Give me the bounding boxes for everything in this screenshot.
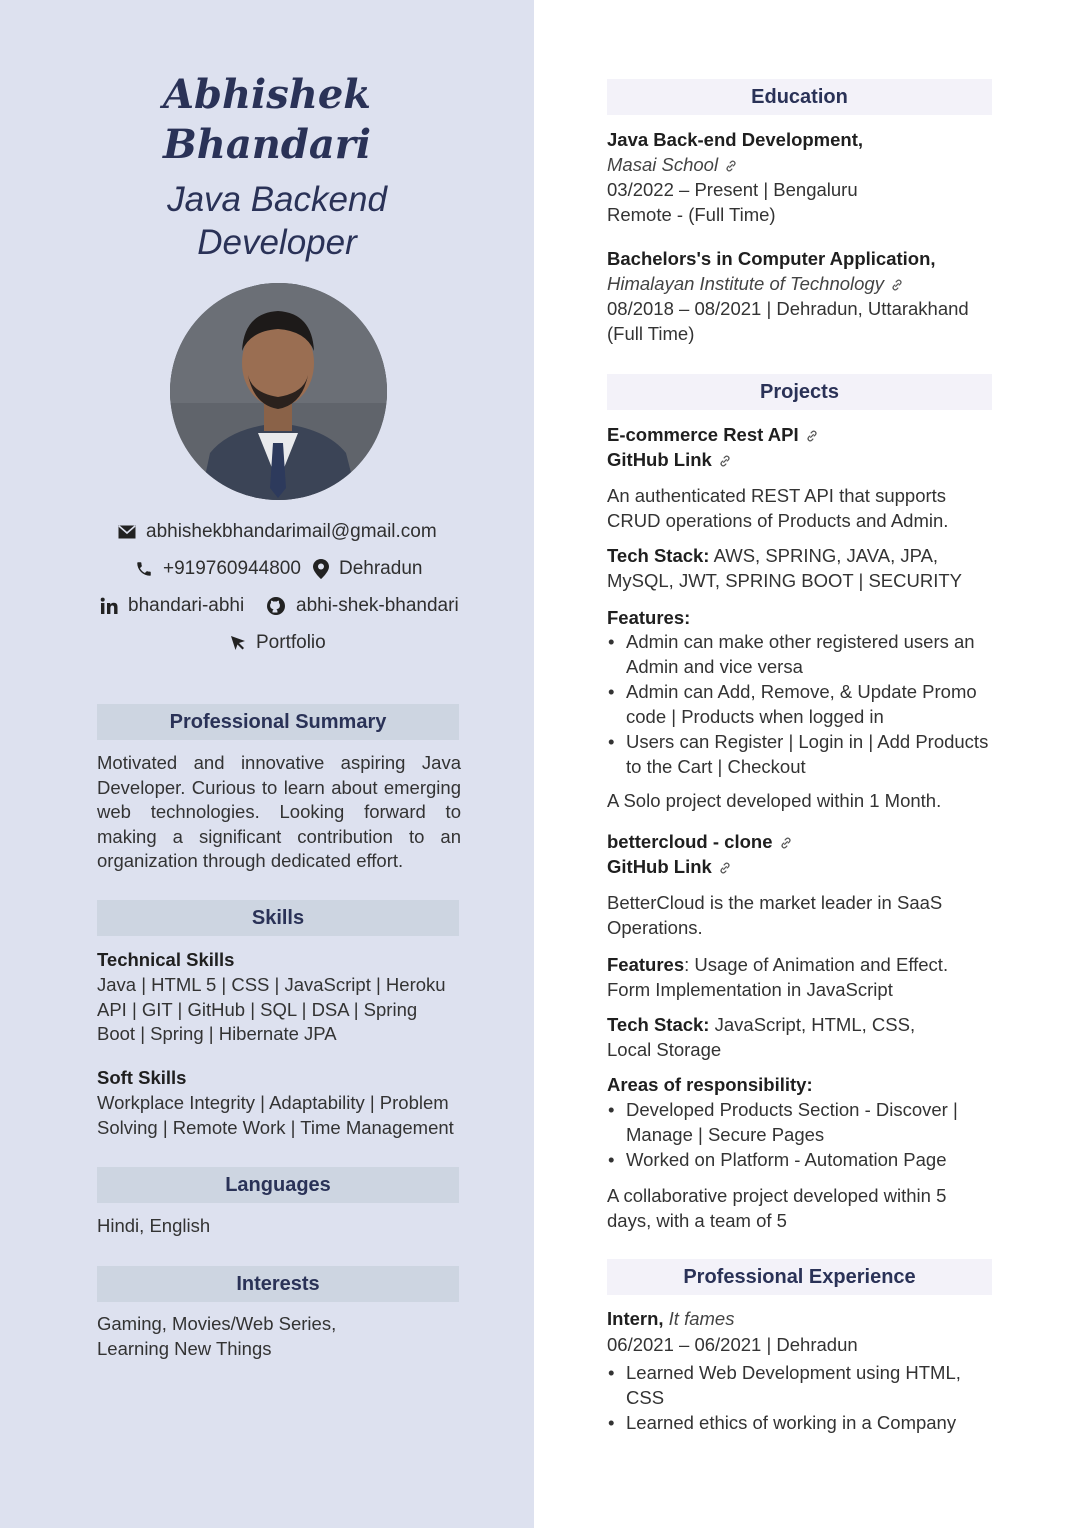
project-features-list <box>607 629 992 779</box>
technical-skills-label: Technical Skills <box>97 949 235 970</box>
experience-bullets <box>607 1360 972 1435</box>
languages-text: Hindi, English <box>97 1215 211 1236</box>
tech-stack-label: Tech Stack: <box>607 545 710 566</box>
features-label: Features <box>607 954 685 975</box>
summary-heading: Professional Summary <box>97 704 459 740</box>
contact-location <box>313 557 422 581</box>
list-item: • Worked on Platform - Automation Page <box>607 1147 967 1172</box>
soft-skills-label: Soft Skills <box>97 1067 187 1088</box>
interests-heading: Interests <box>97 1266 459 1302</box>
link-icon[interactable] <box>890 278 904 292</box>
experience-role: Intern, <box>607 1308 664 1329</box>
list-item: • Developed Products Section - Discover | Manage | Secure Pages <box>607 1097 967 1147</box>
education-degree: Java Back-end Development, <box>607 129 864 150</box>
name-first: Abhishek <box>162 71 372 118</box>
experience-heading: Professional Experience <box>607 1259 992 1295</box>
education-mode: Remote - (Full Time) <box>607 204 776 225</box>
portrait-illustration <box>170 283 387 500</box>
project-features-label <box>607 605 987 630</box>
list-item: • Admin can make other registered users an Admin and vice versa <box>607 629 992 679</box>
education-entry-1 <box>607 127 987 227</box>
skills-heading: Skills <box>97 900 459 936</box>
features-label: Features: <box>607 607 691 628</box>
projects-heading: Projects <box>607 374 992 410</box>
summary-text: Motivated and innovative aspiring Java Developer. Curious to learn about emerging web technologies. Looking forward to making a significant contribution to an organization through dedicated effort. <box>97 752 461 871</box>
project-description: BetterCloud is the market leader in SaaS Operations. <box>607 892 943 938</box>
portfolio-text: Portfolio <box>256 632 326 653</box>
project-features <box>607 952 957 1002</box>
tech-stack-label: Tech Stack: <box>607 1014 710 1035</box>
education-entry-2 <box>607 246 987 346</box>
list-item: • Learned ethics of working in a Company <box>607 1410 972 1435</box>
project-github-link[interactable]: GitHub Link <box>607 449 712 470</box>
contact-phone[interactable] <box>135 557 301 581</box>
areas-label: Areas of responsibility: <box>607 1074 813 1095</box>
tech-stack-text: JavaScript, HTML, CSS, Local Storage <box>607 1014 916 1060</box>
project-description: An authenticated REST API that supports CRUD operations of Products and Admin. <box>607 485 949 531</box>
interests-line2: Learning New Things <box>97 1338 272 1359</box>
list-item: • Users can Register | Login in | Add Products to the Cart | Checkout <box>607 729 992 779</box>
project-2-title-block <box>607 829 987 879</box>
education-mode: (Full Time) <box>607 323 695 344</box>
github-icon <box>266 596 286 616</box>
phone-text: +919760944800 <box>163 558 301 579</box>
contact-portfolio[interactable] <box>230 631 326 655</box>
cursor-arrow-icon <box>230 635 246 651</box>
job-title-line2: Developer <box>197 223 357 262</box>
name-last: Bhandari <box>162 121 372 168</box>
project-tech-stack <box>607 543 987 593</box>
education-school: Masai School <box>607 154 719 175</box>
linkedin-text: bhandari-abhi <box>128 595 245 616</box>
phone-icon <box>135 560 153 578</box>
education-dates: 08/2018 – 08/2021 | Dehradun, Uttarakhand <box>607 298 969 319</box>
contact-linkedin[interactable] <box>100 594 244 618</box>
location-text: Dehradun <box>339 558 423 579</box>
education-dates: 03/2022 – Present | Bengaluru <box>607 179 858 200</box>
github-text: abhi-shek-bhandari <box>296 595 459 616</box>
project-note: A collaborative project developed within 5 days, with a team of 5 <box>607 1185 947 1231</box>
envelope-icon <box>118 525 136 539</box>
soft-skills-text: Workplace Integrity | Adaptability | Problem Solving | Remote Work | Time Management <box>97 1092 454 1138</box>
list-item: • Learned Web Development using HTML, CSS <box>607 1360 972 1410</box>
job-title-line1: Java Backend <box>167 180 387 219</box>
link-icon[interactable] <box>724 159 738 173</box>
project-github-link[interactable]: GitHub Link <box>607 856 712 877</box>
interests-line1: Gaming, Movies/Web Series, <box>97 1313 337 1334</box>
project-tech-stack <box>607 1012 962 1062</box>
linkedin-icon <box>100 597 118 615</box>
link-icon[interactable] <box>718 454 732 468</box>
project-title: E-commerce Rest API <box>607 424 799 445</box>
email-text: abhishekbhandarimail@gmail.com <box>146 521 437 542</box>
link-icon[interactable] <box>805 429 819 443</box>
tech-stack-text: AWS, SPRING, JAVA, JPA, MySQL, JWT, SPRING BOOT | SECURITY <box>607 545 962 591</box>
technical-skills-text: Java | HTML 5 | CSS | JavaScript | Heroku API | GIT | GitHub | SQL | DSA | Spring Boot | Spring | Hibernate JPA <box>97 974 446 1044</box>
education-heading: Education <box>607 79 992 115</box>
link-icon[interactable] <box>779 836 793 850</box>
experience-role-line <box>607 1306 987 1331</box>
project-title: bettercloud - clone <box>607 831 773 852</box>
education-degree: Bachelors's in Computer Application, <box>607 248 936 269</box>
project-areas-list <box>607 1097 967 1172</box>
project-areas-label <box>607 1072 987 1097</box>
link-icon[interactable] <box>718 861 732 875</box>
experience-dates: 06/2021 – 06/2021 | Dehradun <box>607 1334 858 1355</box>
profile-photo <box>170 283 387 500</box>
contact-github[interactable] <box>266 594 459 618</box>
features-text: : Usage of Animation and Effect. Form Implementation in JavaScript <box>607 954 949 1000</box>
list-item: • Admin can Add, Remove, & Update Promo code | Products when logged in <box>607 679 992 729</box>
contact-email[interactable] <box>118 520 437 544</box>
languages-heading: Languages <box>97 1167 459 1203</box>
location-pin-icon <box>313 559 329 579</box>
experience-company: It fames <box>668 1308 735 1329</box>
project-1-title-block <box>607 422 987 472</box>
project-note: A Solo project developed within 1 Month. <box>607 790 942 811</box>
education-school: Himalayan Institute of Technology <box>607 273 884 294</box>
